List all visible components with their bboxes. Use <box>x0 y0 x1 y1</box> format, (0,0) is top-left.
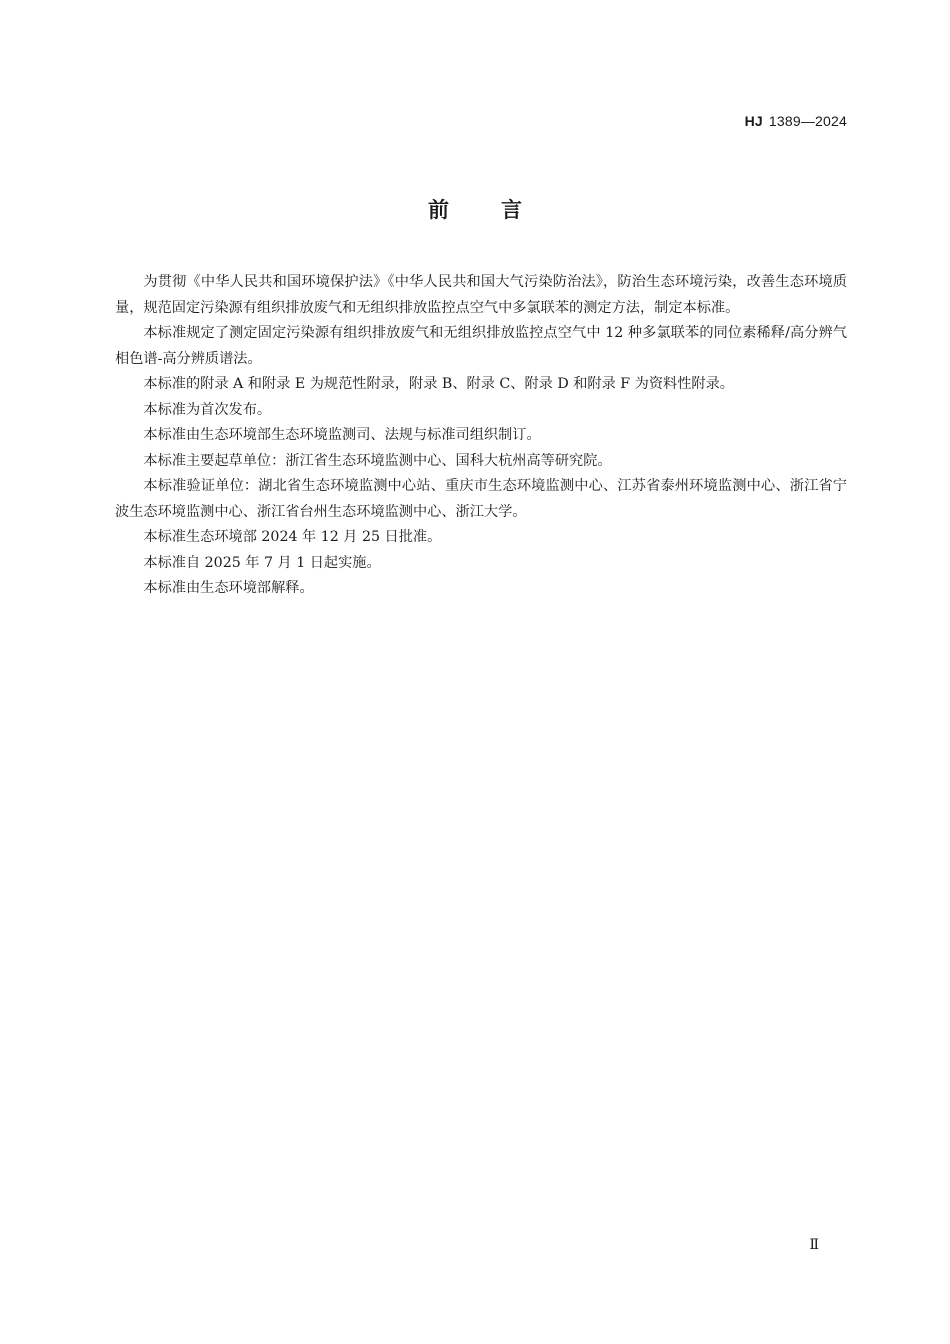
paragraph-first-release: 本标准为首次发布。 <box>143 401 272 418</box>
standard-number: 1389—2024 <box>768 113 847 129</box>
paragraph-scope: 本标准规定了测定固定污染源有组织排放废气和无组织排放监控点空气中 12 种多氯联苯的同位素稀释/高分辨气相色谱-高分辨质谱法。 <box>115 325 847 367</box>
standard-prefix: HJ <box>744 113 763 129</box>
page-title: 前言 <box>428 198 574 222</box>
page-number: Ⅱ <box>809 1237 819 1253</box>
paragraph-interpretation: 本标准由生态环境部解释。 <box>143 580 314 596</box>
paragraph-purpose: 为贯彻《中华人民共和国环境保护法》《中华人民共和国大气污染防治法》，防治生态环境污染，改善生态环境质量，规范固定污染源有组织排放废气和无组织排放监控点空气中多氯联苯的测定方法，制定本标准。 <box>115 274 847 316</box>
paragraph-approval: 本标准生态环境部 2024 年 12 月 25 日批准。 <box>143 529 442 545</box>
paragraph-appendices: 本标准的附录 A 和附录 E 为规范性附录，附录 B、附录 C、附录 D 和附录 F 为资料性附录。 <box>143 376 734 392</box>
paragraph-drafting-units: 本标准主要起草单位：浙江省生态环境监测中心、国科大杭州高等研究院。 <box>143 452 612 469</box>
standard-code <box>745 113 847 129</box>
foreword-body <box>115 270 847 602</box>
paragraph-effective-date: 本标准自 2025 年 7 月 1 日起实施。 <box>143 554 381 571</box>
paragraph-organizer: 本标准由生态环境部生态环境监测司、法规与标准司组织制订。 <box>143 427 541 443</box>
paragraph-validation-units: 本标准验证单位：湖北省生态环境监测中心站、重庆市生态环境监测中心、江苏省泰州环境监测中心、浙江省宁波生态环境监测中心、浙江省台州生态环境监测中心、浙江大学。 <box>115 478 847 520</box>
